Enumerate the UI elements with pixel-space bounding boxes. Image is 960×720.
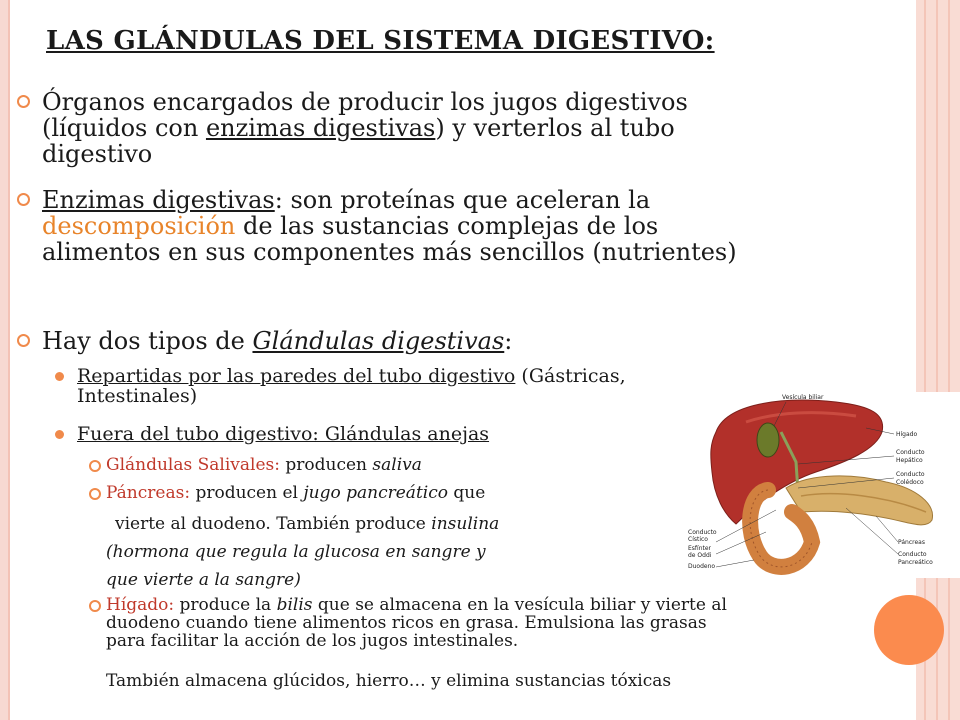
label-conducto-hepatico-2: Hepático — [896, 457, 923, 464]
slide-title: LAS GLÁNDULAS DEL SISTEMA DIGESTIVO: — [46, 26, 715, 56]
sub-fuera — [77, 424, 637, 444]
label-esfinter: Esfínter — [688, 545, 712, 552]
bullet-organos — [42, 89, 862, 167]
sub-line: Intestinales) — [77, 385, 198, 407]
gland-pancreas — [106, 484, 666, 502]
bullet-line: (líquidos con enzimas digestivas) y verterlos al tubo — [42, 114, 675, 142]
gland-line: para facilitar la acción de los jugos intestinales. — [106, 631, 519, 651]
term-glandulas: Glándulas digestivas — [252, 327, 505, 355]
label-conducto-coledoco-2: Colédoco — [896, 479, 924, 486]
gland-pancreas-line2: vierte al duodeno. También produce insulina — [115, 514, 500, 534]
term-enzimas-def: Enzimas digestivas — [42, 186, 275, 214]
gallbladder-shape — [757, 423, 779, 457]
gland-line: duodeno cuando tiene alimentos ricos en grasa. Emulsiona las grasas — [106, 613, 707, 633]
gland-line: Páncreas: producen el jugo pancreático que — [106, 483, 486, 503]
gland-salivales: Glándulas Salivales: producen saliva — [106, 456, 666, 474]
bullet-line: Órganos encargados de producir los jugos digestivos — [42, 88, 688, 116]
bullet-enzimas — [42, 187, 902, 265]
bullet-line: digestivo — [42, 140, 153, 168]
label-conducto-hepatico: Conducto — [896, 449, 925, 456]
gland-name: Hígado: — [106, 595, 175, 615]
bullet-line: alimentos en sus componentes más sencillos (nutrientes) — [42, 238, 737, 266]
digestive-glands-figure — [686, 392, 960, 578]
gland-pancreas-line3: (hormona que regula la glucosa en sangre y — [106, 542, 486, 562]
label-conducto-pancreatico-2: Pancreático — [898, 559, 933, 566]
gland-higado-line4: También almacena glúcidos, hierro… y elimina sustancias tóxicas — [106, 671, 672, 691]
label-conducto-cistico: Conducto — [688, 529, 717, 536]
label-vesicula: Vesícula biliar — [782, 394, 824, 401]
left-decor-bar — [0, 0, 10, 720]
term-enzimas: enzimas digestivas — [205, 114, 436, 142]
bullet-ring-icon — [17, 193, 30, 206]
bullet-ring-icon — [89, 460, 101, 472]
gland-name: Glándulas Salivales: — [106, 455, 280, 475]
bullet-ring-icon — [17, 334, 30, 347]
label-conducto-coledoco: Conducto — [896, 471, 925, 478]
term-descomposicion: descomposición — [42, 212, 236, 240]
bullet-dot-icon — [55, 430, 64, 439]
label-esfinter-2: de Oddi — [688, 552, 712, 559]
bullet-dot-icon — [55, 372, 64, 381]
bullet-line: descomposición de las sustancias complejas de los — [42, 212, 659, 240]
label-duodeno: Duodeno — [688, 563, 716, 570]
gland-name: Páncreas: — [106, 483, 191, 503]
bullet-line: Enzimas digestivas: son proteínas que aceleran la — [42, 186, 651, 214]
bullet-ring-icon — [89, 488, 101, 500]
gland-pancreas-line4: que vierte a la sangre) — [106, 570, 301, 590]
decor-orange-circle — [874, 595, 944, 665]
label-conducto-pancreatico: Conducto — [898, 551, 927, 558]
gland-higado — [106, 596, 916, 650]
bullet-ring-icon — [17, 95, 30, 108]
liver-pancreas-illustration — [686, 392, 946, 578]
bullet-tipos — [42, 328, 862, 354]
sub-line: Repartidas por las paredes del tubo digestivo (Gástricas, — [77, 365, 626, 387]
label-pancreas: Páncreas — [898, 539, 925, 546]
gland-line: Hígado: produce la bilis que se almacena en la vesícula biliar y vierte al — [106, 595, 727, 615]
bullet-line: Hay dos tipos de Glándulas digestivas: — [42, 327, 513, 355]
label-higado: Hígado — [896, 431, 918, 438]
label-conducto-cistico-2: Cístico — [688, 536, 708, 543]
bullet-ring-icon — [89, 600, 101, 612]
sub-line: Fuera del tubo digestivo: Glándulas anejas — [77, 423, 490, 445]
